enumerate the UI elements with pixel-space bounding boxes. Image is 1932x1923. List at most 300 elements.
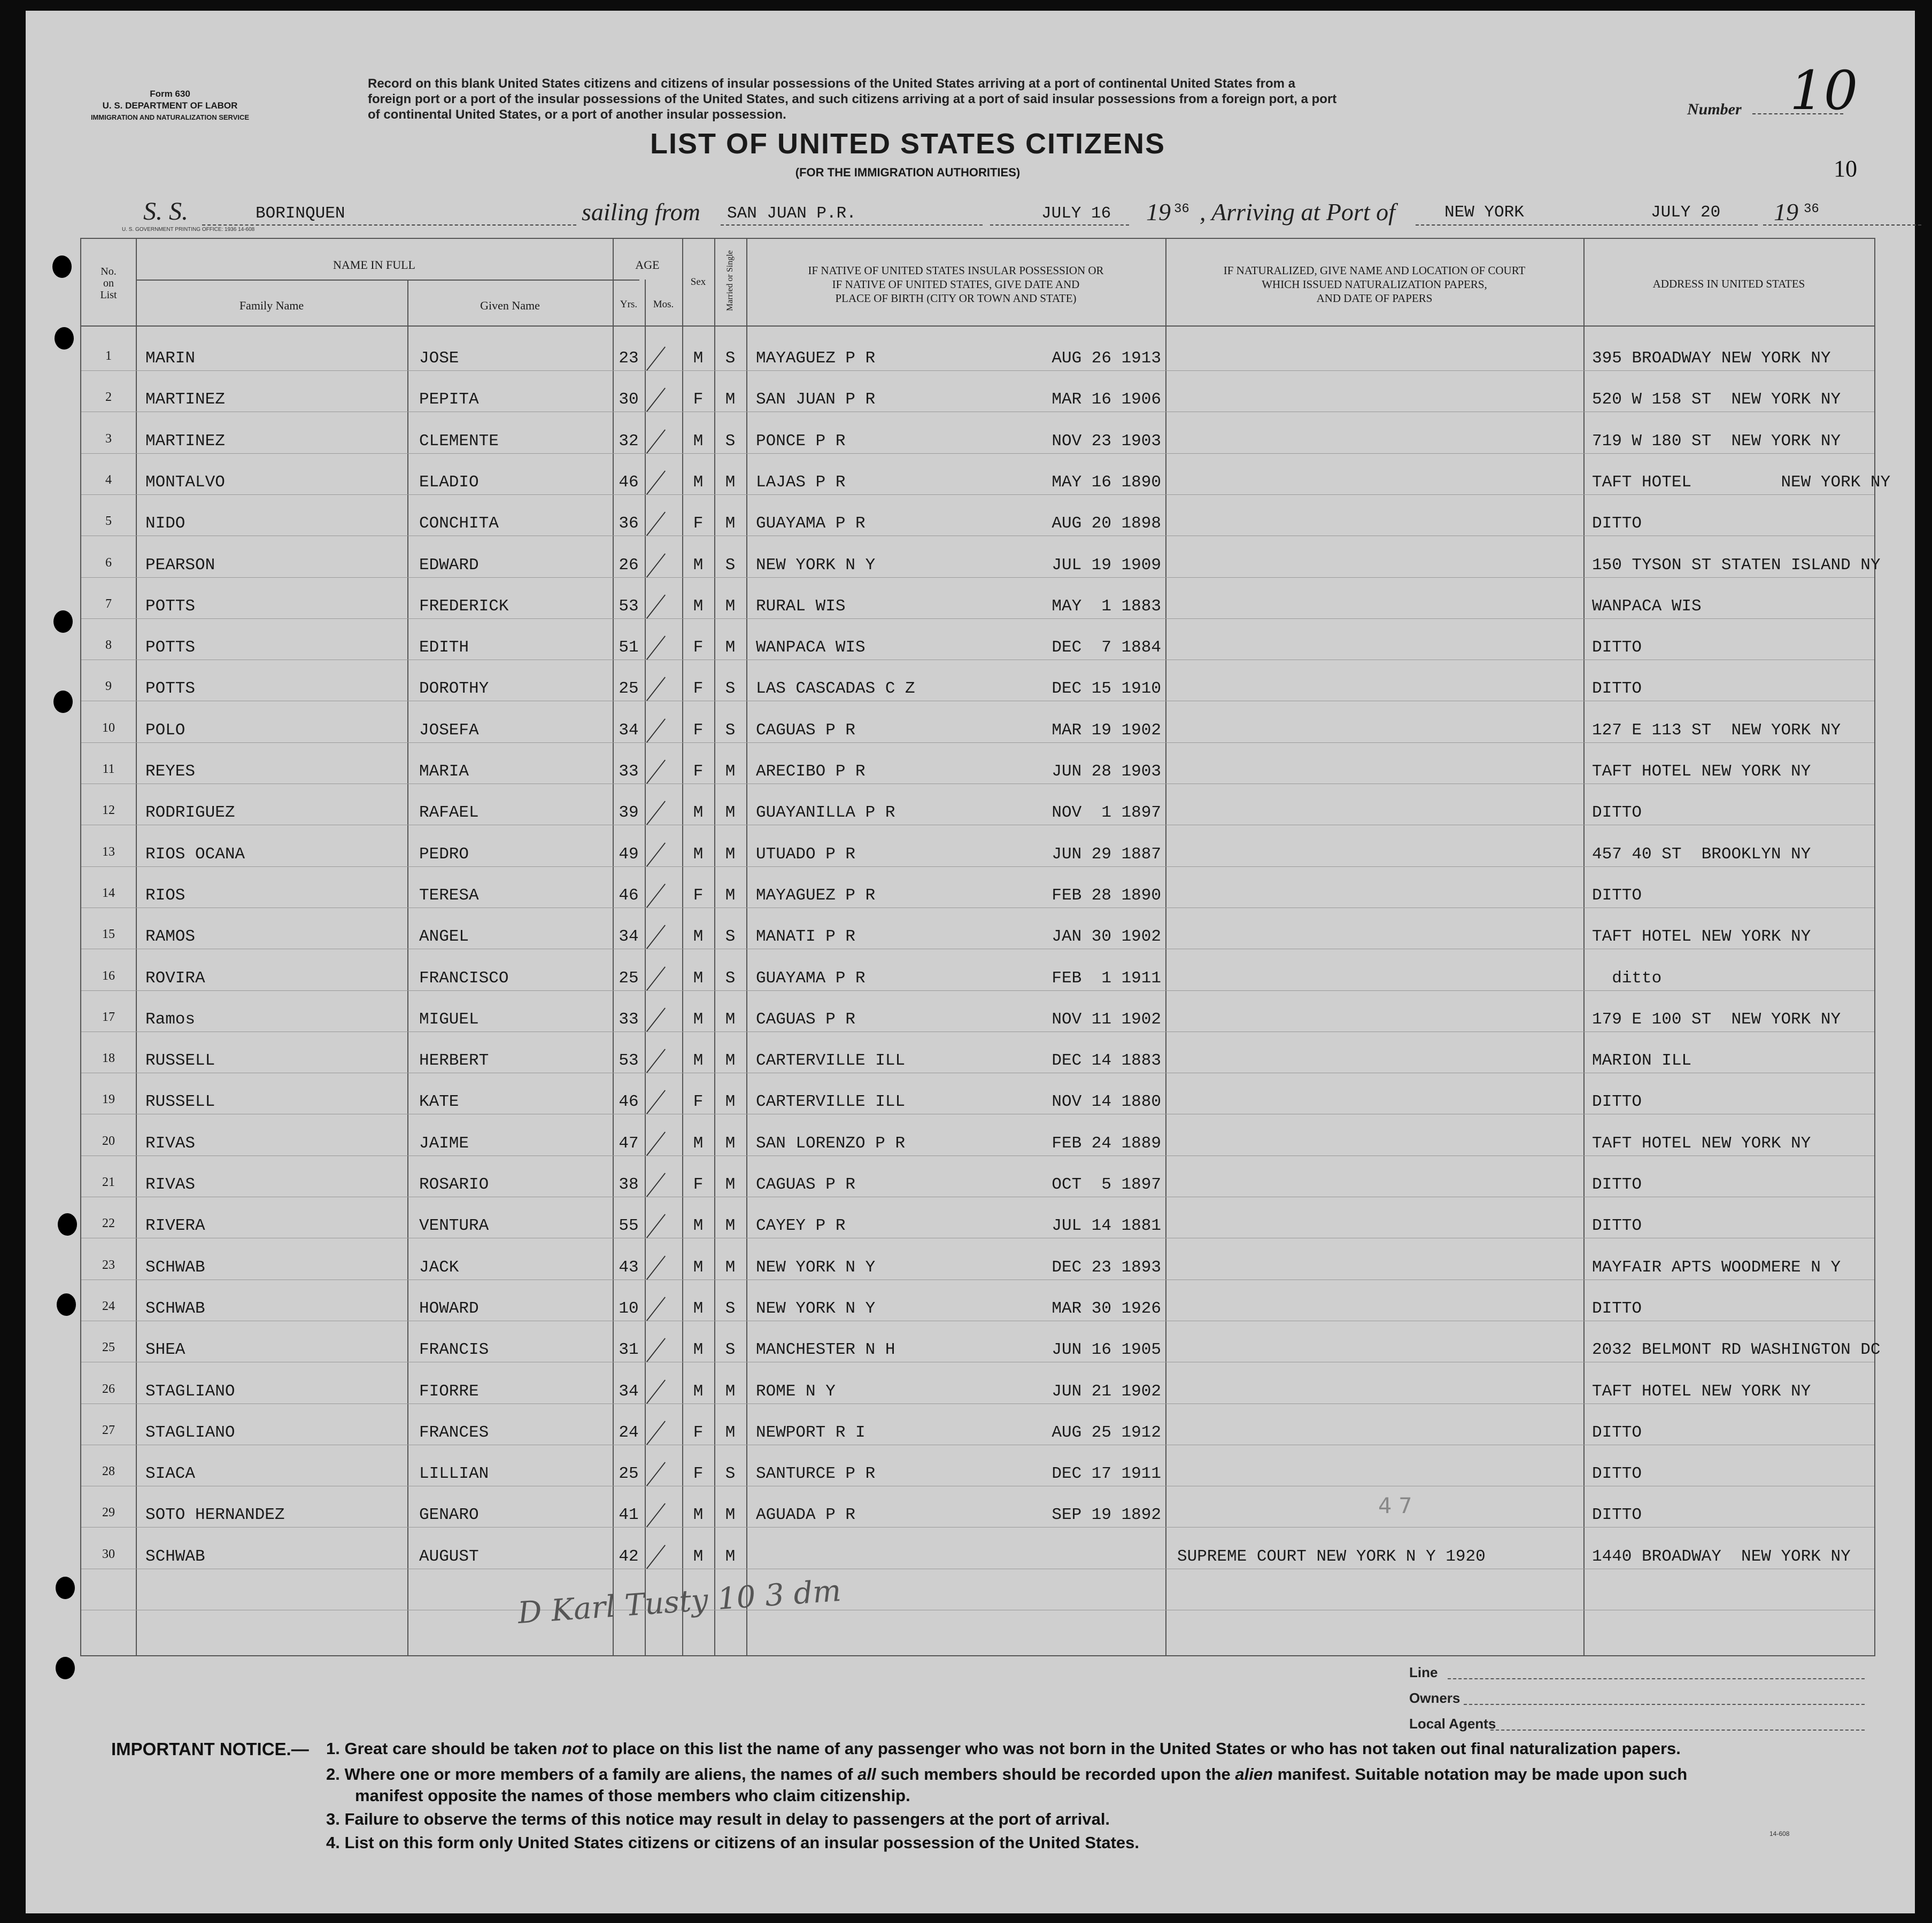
family-name: PEARSON (145, 555, 215, 575)
address: 127 E 113 ST NEW YORK NY (1592, 720, 1841, 740)
marital-status: M (725, 1547, 736, 1566)
address: WANPACA WIS (1592, 596, 1702, 616)
check-mark-icon (646, 1421, 666, 1445)
check-mark-icon (646, 883, 666, 908)
check-mark-icon (646, 842, 666, 866)
notice-text: Failure to observe the terms of this notice may result in delay to passengers at the port of arrival. (344, 1810, 1110, 1828)
address: 150 TYSON ST STATEN ISLAND NY (1592, 555, 1881, 575)
age-years: 25 (619, 1464, 639, 1484)
family-name: MARIN (145, 349, 196, 368)
punch-hole (56, 1657, 75, 1679)
header-name-in-full: NAME IN FULL (333, 258, 415, 272)
notice-text: List on this form only United States citizens or citizens of an insular possession of the United States. (344, 1833, 1140, 1852)
sex: M (693, 1340, 704, 1360)
birth-place: GUAYANILLA P R (756, 803, 895, 823)
given-name: LILLIAN (419, 1464, 489, 1484)
ruled-line (81, 577, 1874, 578)
birth-date: DEC 15 1910 (1052, 679, 1161, 699)
age-years: 43 (619, 1258, 639, 1277)
notice-number: 3. (326, 1810, 340, 1828)
check-mark-icon (646, 594, 666, 618)
header-married-single: Married or Single (725, 250, 735, 311)
age-years: 25 (619, 968, 639, 988)
address: 179 E 100 ST NEW YORK NY (1592, 1010, 1841, 1029)
sex: F (693, 886, 704, 905)
address: MARION ILL (1592, 1051, 1692, 1071)
row-number: 24 (102, 1299, 115, 1313)
birth-place: RURAL WIS (756, 596, 846, 616)
punch-hole (55, 327, 74, 350)
birth-place: CARTERVILLE ILL (756, 1092, 906, 1112)
header-text: IF NATIVE OF UNITED STATES INSULAR POSSESSION OR (808, 264, 1104, 277)
age-years: 46 (619, 886, 639, 905)
marital-status: M (725, 514, 736, 533)
form-id-block (90, 88, 250, 123)
birth-date: JAN 30 1902 (1052, 927, 1161, 947)
family-name: MARTINEZ (145, 431, 225, 451)
age-years: 36 (619, 514, 639, 533)
notice-item-1 (326, 1739, 1681, 1758)
sex: F (693, 1175, 704, 1194)
col-divider (746, 239, 747, 1655)
address: DITTO (1592, 1092, 1642, 1112)
birth-date: DEC 17 1911 (1052, 1464, 1161, 1484)
given-name: HOWARD (419, 1299, 479, 1318)
marital-status: S (725, 968, 736, 988)
notice-emphasis: not (562, 1739, 588, 1758)
check-mark-icon (646, 1173, 666, 1197)
sex: M (693, 968, 704, 988)
given-name: JOSEFA (419, 720, 479, 740)
naturalization-court: SUPREME COURT NEW YORK N Y 1920 (1177, 1547, 1486, 1566)
col-divider (714, 239, 715, 1655)
check-mark-icon (646, 470, 666, 494)
check-mark-icon (646, 759, 666, 784)
given-name: KATE (419, 1092, 459, 1112)
age-years: 46 (619, 1092, 639, 1112)
age-years: 34 (619, 927, 639, 947)
notice-number: 4. (326, 1833, 340, 1852)
birth-place: NEWPORT R I (756, 1423, 865, 1442)
birth-date: MAR 30 1926 (1052, 1299, 1161, 1318)
line-label: Line (1409, 1664, 1438, 1680)
marital-status: M (725, 1258, 736, 1277)
header-family-name: Family Name (239, 299, 304, 312)
punch-hole (56, 1577, 75, 1599)
given-name: FRANCISCO (419, 968, 509, 988)
given-name: PEPITA (419, 390, 479, 409)
birth-place: ARECIBO P R (756, 762, 865, 781)
birth-place: GUAYAMA P R (756, 968, 865, 988)
ruled-line (81, 866, 1874, 867)
family-name: SCHWAB (145, 1258, 205, 1277)
family-name: POLO (145, 720, 186, 740)
row-number: 17 (102, 1010, 115, 1024)
address: 1440 BROADWAY NEW YORK NY (1592, 1547, 1851, 1566)
col-divider (407, 280, 408, 1655)
depart-year-prefix: 19 (1146, 198, 1171, 226)
marital-status: M (725, 886, 736, 905)
birth-place: UTUADO P R (756, 844, 856, 864)
header-text: on (103, 277, 114, 289)
address: DITTO (1592, 1216, 1642, 1236)
depart-date-rule (990, 224, 1129, 226)
notice-emphasis: alien (1235, 1765, 1273, 1784)
header-text: No. (101, 266, 117, 277)
marital-status: M (725, 472, 736, 492)
service-name: IMMIGRATION AND NATURALIZATION SERVICE (90, 113, 250, 121)
marital-status: S (725, 431, 736, 451)
family-name: SOTO HERNANDEZ (145, 1506, 285, 1525)
given-name: EDITH (419, 638, 469, 657)
check-mark-icon (646, 1131, 666, 1156)
address: 520 W 158 ST NEW YORK NY (1592, 390, 1841, 409)
family-name: NIDO (145, 514, 186, 533)
age-years: 31 (619, 1340, 639, 1360)
given-name: EDWARD (419, 555, 479, 575)
address: 395 BROADWAY NEW YORK NY (1592, 349, 1831, 368)
row-number: 2 (105, 390, 112, 405)
from-rule (721, 224, 983, 226)
birth-date: JUL 14 1881 (1052, 1216, 1161, 1236)
punch-hole (57, 1293, 76, 1316)
line-field (1448, 1678, 1865, 1679)
family-name: MARTINEZ (145, 390, 225, 409)
address: DITTO (1592, 638, 1642, 657)
check-mark-icon (646, 553, 666, 577)
header-text: PLACE OF BIRTH (CITY OR TOWN AND STATE) (835, 292, 1077, 305)
check-mark-icon (646, 1503, 666, 1527)
notice-number: 2. (326, 1765, 340, 1784)
sex: M (693, 1299, 704, 1318)
birth-date: NOV 1 1897 (1052, 803, 1161, 823)
family-name: STAGLIANO (145, 1382, 235, 1401)
family-name: REYES (145, 762, 196, 781)
intro-text (368, 76, 1619, 122)
handwritten-annotation: D Karl Tusty 10 3 dm (516, 1573, 843, 1631)
birth-place: WANPACA WIS (756, 638, 865, 657)
notice-emphasis: all (857, 1765, 876, 1784)
given-name: VENTURA (419, 1216, 489, 1236)
sex: F (693, 1464, 704, 1484)
birth-date: SEP 19 1892 (1052, 1506, 1161, 1525)
family-name: SCHWAB (145, 1547, 205, 1566)
row-number: 21 (102, 1175, 115, 1189)
birth-place: NEW YORK N Y (756, 555, 876, 575)
marital-status: S (725, 720, 736, 740)
row-number: 10 (102, 720, 115, 735)
header-naturalized (1165, 263, 1583, 305)
form-number: Form 630 (150, 89, 190, 99)
birth-date: DEC 7 1884 (1052, 638, 1161, 657)
birth-place: GUAYAMA P R (756, 514, 865, 533)
row-number: 28 (102, 1464, 115, 1479)
check-mark-icon (646, 1049, 666, 1073)
marital-status: M (725, 1423, 736, 1442)
birth-date: NOV 11 1902 (1052, 1010, 1161, 1029)
birth-place: SAN JUAN P R (756, 390, 876, 409)
owners-label: Owners (1409, 1690, 1460, 1706)
header-mos: Mos. (653, 299, 674, 310)
birth-date: MAY 1 1883 (1052, 596, 1161, 616)
sex: M (693, 1010, 704, 1029)
header-text: AND DATE OF PAPERS (1316, 292, 1433, 305)
intro-line: of continental United States, or a port of another insular possession. (368, 107, 786, 122)
row-number: 12 (102, 803, 115, 818)
arrive-port: NEW YORK (1444, 203, 1524, 222)
address: DITTO (1592, 886, 1642, 905)
family-name: POTTS (145, 596, 196, 616)
col-divider (645, 280, 646, 1655)
check-mark-icon (646, 1297, 666, 1321)
birth-date: DEC 14 1883 (1052, 1051, 1161, 1071)
family-name: RODRIGUEZ (145, 803, 235, 823)
notice-item-3 (326, 1810, 1110, 1829)
address: TAFT HOTEL NEW YORK NY (1592, 472, 1891, 492)
given-name: TERESA (419, 886, 479, 905)
age-years: 53 (619, 596, 639, 616)
notice-item-2-cont: manifest opposite the names of those members who claim citizenship. (355, 1786, 910, 1805)
marital-status: M (725, 1134, 736, 1153)
check-mark-icon (646, 1214, 666, 1238)
row-number: 1 (105, 349, 112, 363)
row-number: 11 (102, 762, 115, 776)
given-name: FRANCIS (419, 1340, 489, 1360)
check-mark-icon (646, 635, 666, 660)
sex: F (693, 514, 704, 533)
age-years: 23 (619, 349, 639, 368)
header-sex: Sex (690, 276, 706, 288)
sex: M (693, 555, 704, 575)
given-name: AUGUST (419, 1547, 479, 1566)
row-number: 8 (105, 638, 112, 653)
sex: M (693, 1506, 704, 1525)
header-text: List (100, 289, 117, 301)
family-name: RIVAS (145, 1175, 196, 1194)
given-name: HERBERT (419, 1051, 489, 1071)
marital-status: M (725, 1175, 736, 1194)
col-divider (136, 239, 137, 1655)
given-name: CLEMENTE (419, 431, 499, 451)
address: ditto (1592, 968, 1662, 988)
form-code: 14-608 (1769, 1830, 1790, 1837)
family-name: SHEA (145, 1340, 186, 1360)
birth-place: CAGUAS P R (756, 1010, 856, 1029)
col-divider (682, 239, 683, 1655)
given-name: RAFAEL (419, 803, 479, 823)
birth-date: NOV 14 1880 (1052, 1092, 1161, 1112)
address: DITTO (1592, 1423, 1642, 1442)
birth-place: NEW YORK N Y (756, 1299, 876, 1318)
header-bottom-line (81, 325, 1874, 327)
sex: M (693, 1547, 704, 1566)
marital-status: M (725, 844, 736, 864)
notice-text: to place on this list the name of any passenger who was not born in the United States or who has not taken out final naturalization papers. (592, 1739, 1681, 1758)
header-age: AGE (635, 258, 660, 272)
sex: M (693, 844, 704, 864)
check-mark-icon (646, 1255, 666, 1280)
notice-item-4 (326, 1833, 1139, 1852)
sex: F (693, 679, 704, 699)
punch-hole (58, 1213, 77, 1236)
row-number: 22 (102, 1216, 115, 1231)
age-years: 24 (619, 1423, 639, 1442)
sex: M (693, 1258, 704, 1277)
from-port: SAN JUAN P.R. (727, 204, 856, 223)
age-years: 49 (619, 844, 639, 864)
row-number: 4 (105, 472, 112, 487)
notice-text: Where one or more members of a family are aliens, the names of (344, 1765, 853, 1784)
birth-place: AGUADA P R (756, 1506, 856, 1525)
marital-status: S (725, 1464, 736, 1484)
birth-place: CAGUAS P R (756, 1175, 856, 1194)
birth-date: JUN 28 1903 (1052, 762, 1161, 781)
address: TAFT HOTEL NEW YORK NY (1592, 1134, 1811, 1153)
age-years: 25 (619, 679, 639, 699)
address: 457 40 ST BROOKLYN NY (1592, 844, 1811, 864)
address: 2032 BELMONT RD WASHINGTON DC (1592, 1340, 1881, 1360)
birth-place: LAJAS P R (756, 472, 846, 492)
check-mark-icon (646, 429, 666, 453)
birth-date: FEB 28 1890 (1052, 886, 1161, 905)
family-name: STAGLIANO (145, 1423, 235, 1442)
punch-hole (53, 610, 73, 633)
given-name: CONCHITA (419, 514, 499, 533)
birth-date: DEC 23 1893 (1052, 1258, 1161, 1277)
birth-place: CAYEY P R (756, 1216, 846, 1236)
passenger-table (80, 238, 1891, 1656)
age-years: 34 (619, 1382, 639, 1401)
arrive-date: JULY 20 (1651, 203, 1721, 222)
family-name: SIACA (145, 1464, 196, 1484)
age-years: 33 (619, 1010, 639, 1029)
manifest-page (26, 11, 1915, 1913)
given-name: ANGEL (419, 927, 469, 947)
number-label: Number (1687, 100, 1742, 118)
birth-date: FEB 1 1911 (1052, 968, 1161, 988)
row-number: 6 (105, 555, 112, 570)
check-mark-icon (646, 925, 666, 949)
birth-date: JUL 19 1909 (1052, 555, 1161, 575)
birth-place: MAYAGUEZ P R (756, 886, 876, 905)
sex: F (693, 1423, 704, 1442)
check-mark-icon (646, 966, 666, 990)
birth-place: SAN LORENZO P R (756, 1134, 906, 1153)
department-name: U. S. DEPARTMENT OF LABOR (102, 100, 238, 111)
ruled-line (81, 494, 1874, 495)
header-birth (746, 263, 1165, 305)
check-mark-icon (646, 1090, 666, 1114)
birth-place: NEW YORK N Y (756, 1258, 876, 1277)
sex: F (693, 720, 704, 740)
family-name: Ramos (145, 1010, 196, 1029)
ship-rule (202, 224, 576, 226)
check-mark-icon (646, 718, 666, 742)
age-years: 10 (619, 1299, 639, 1318)
family-name: RAMOS (145, 927, 196, 947)
birth-date: MAR 16 1906 (1052, 390, 1161, 409)
marital-status: S (725, 679, 736, 699)
depart-date: JULY 16 (1041, 204, 1111, 223)
sex: F (693, 762, 704, 781)
ss-label: S. S. (143, 197, 188, 226)
address: DITTO (1592, 803, 1642, 823)
marital-status: S (725, 349, 736, 368)
col-divider (1165, 239, 1166, 1655)
row-number: 13 (102, 844, 115, 859)
given-name: MIGUEL (419, 1010, 479, 1029)
marital-status: S (725, 927, 736, 947)
sex: M (693, 596, 704, 616)
marital-status: M (725, 803, 736, 823)
marital-status: M (725, 390, 736, 409)
age-years: 55 (619, 1216, 639, 1236)
age-years: 30 (619, 390, 639, 409)
given-name: ELADIO (419, 472, 479, 492)
check-mark-icon (646, 512, 666, 536)
ruled-line (81, 453, 1874, 454)
arrive-year-prefix: 19 (1774, 198, 1798, 226)
header-text: IF NATIVE OF UNITED STATES, GIVE DATE AND (832, 278, 1080, 291)
ruled-line (81, 618, 1874, 619)
given-name: GENARO (419, 1506, 479, 1525)
age-years: 39 (619, 803, 639, 823)
marital-status: M (725, 1506, 736, 1525)
marital-status: M (725, 1382, 736, 1401)
row-number: 7 (105, 596, 112, 611)
arriving-label: , Arriving at Port of (1200, 198, 1395, 226)
header-yrs: Yrs. (620, 299, 638, 310)
page-subtitle: (FOR THE IMMIGRATION AUTHORITIES) (795, 166, 1021, 179)
birth-date: NOV 23 1903 (1052, 431, 1161, 451)
check-mark-icon (646, 1338, 666, 1362)
birth-place: MANCHESTER N H (756, 1340, 895, 1360)
intro-line: foreign port or a port of the insular possessions of the United States, and such citizens arriving at a port of said insular possessions from a foreign port, a port (368, 92, 1337, 106)
check-mark-icon (646, 1007, 666, 1032)
sex: M (693, 927, 704, 947)
age-years: 47 (619, 1134, 639, 1153)
age-years: 26 (619, 555, 639, 575)
given-name: PEDRO (419, 844, 469, 864)
birth-place: MANATI P R (756, 927, 856, 947)
marital-status: M (725, 1010, 736, 1029)
row-number: 3 (105, 431, 112, 446)
check-mark-icon (646, 677, 666, 701)
given-name: FIORRE (419, 1382, 479, 1401)
birth-date: JUN 29 1887 (1052, 844, 1161, 864)
age-years: 53 (619, 1051, 639, 1071)
family-name: RUSSELL (145, 1092, 215, 1112)
address: DITTO (1592, 514, 1642, 533)
row-number: 23 (102, 1258, 115, 1272)
marital-status: S (725, 555, 736, 575)
notice-heading: IMPORTANT NOTICE.— (111, 1739, 309, 1759)
depart-year: 36 (1174, 202, 1189, 216)
sailing-label: sailing from (582, 198, 700, 226)
marital-status: S (725, 1340, 736, 1360)
sex: M (693, 431, 704, 451)
birth-date: MAR 19 1902 (1052, 720, 1161, 740)
address: DITTO (1592, 1299, 1642, 1318)
row-number: 25 (102, 1340, 115, 1355)
check-mark-icon (646, 346, 666, 370)
family-name: SCHWAB (145, 1299, 205, 1318)
marital-status: M (725, 1216, 736, 1236)
age-years: 33 (619, 762, 639, 781)
notice-text: manifest. Suitable notation may be made upon such (1277, 1765, 1688, 1784)
check-mark-icon (646, 1379, 666, 1404)
family-name: RUSSELL (145, 1051, 215, 1071)
